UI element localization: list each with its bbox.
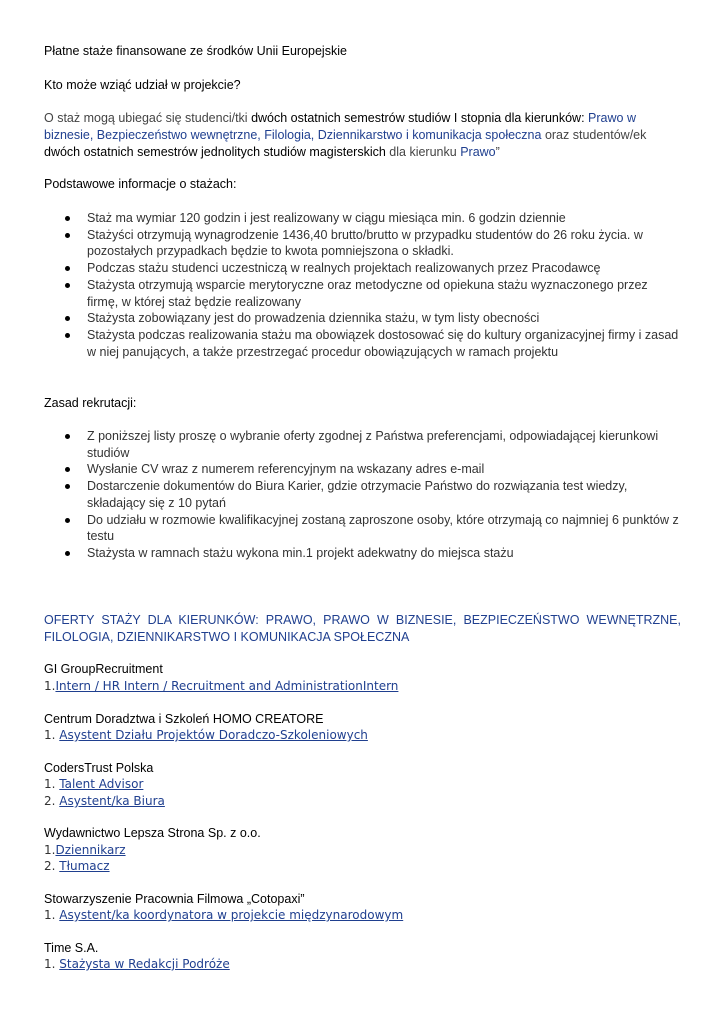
offer-number: 1. (44, 908, 60, 922)
list-item: Stażysta otrzymują wsparcie merytoryczne oraz metodyczne od opiekuna stażu wyznaczonego przez firmę, w której staż będzie realizowany (62, 277, 681, 310)
company-name: Centrum Doradztwa i Szkoleń HOMO CREATORE (44, 712, 324, 726)
eligibility-text-8: ” (495, 145, 500, 159)
company-name: Stowarzyszenie Pracownia Filmowa „Cotopaxi” (44, 892, 305, 906)
offers-heading: OFERTY STAŻY DLA KIERUNKÓW: PRAWO, PRAWO W BIZNESIE, BEZPIECZEŃSTWO WEWNĘTRZNE, FILOLOGIA, DZIENNIKARSTWO I KOMUNIKACJA SPOŁECZNA (44, 613, 681, 644)
list-item: Stażysta zobowiązany jest do prowadzenia dziennika stażu, w tym listy obecności (62, 310, 681, 327)
recruitment-list (62, 428, 681, 562)
eligibility-text-6: dla kierunku (385, 145, 461, 159)
offer-link[interactable]: Dziennikarz (55, 843, 126, 857)
offer-line (44, 776, 681, 793)
recruitment-heading: Zasad rekrutacji: (44, 396, 137, 410)
company-name: CodersTrust Polska (44, 761, 154, 775)
offer-line (44, 956, 681, 973)
eligibility-text-5: dwóch ostatnich semestrów jednolitych studiów magisterskich (44, 145, 386, 159)
list-item: Podczas stażu studenci uczestniczą w realnych projektach realizowanych przez Pracodawcę (62, 260, 681, 277)
basic-info-list (62, 210, 681, 360)
offer-link[interactable]: Stażysta w Redakcji Podróże (59, 957, 230, 971)
offer-line (44, 842, 681, 859)
offer-link[interactable]: Tłumacz (59, 859, 110, 873)
list-item: Dostarczenie dokumentów do Biura Karier, gdzie otrzymacie Państwo do rozwiązania test wiedzy, składający się z 10 pytań (62, 478, 681, 511)
eligibility-text-4: oraz studentów/ek (541, 128, 647, 142)
list-item: Do udziału w rozmowie kwalifikacyjnej zostaną zaproszone osoby, które otrzymają co najmniej 6 punktów z testu (62, 512, 681, 545)
list-item: Stażysta podczas realizowania stażu ma obowiązek dostosować się do kultury organizacyjnej firmy i zasad w niej panujących, a także przestrzegać procedur obowiązujących w ramach projektu (62, 327, 681, 360)
offer-link[interactable]: Asystent/ka koordynatora w projekcie międzynarodowym (59, 908, 404, 922)
company-name: Time S.A. (44, 941, 99, 955)
offer-number: 1. (44, 728, 60, 742)
eligibility-major-law: Prawo (460, 145, 496, 159)
eligibility-majors: Prawo w biznesie, Bezpieczeństwo wewnętrzne, Filologia, Dziennikarstwo i komunikacja społeczna (44, 111, 636, 142)
list-item: Stażysta w ramnach stażu wykona min.1 projekt adekwatny do miejsca stażu (62, 545, 681, 562)
offer-number: 1. (44, 957, 60, 971)
company-name: GI GroupRecruitment (44, 662, 163, 676)
eligibility-text-2: dwóch ostatnich semestrów studiów I stopnia dla kierunków: (251, 111, 589, 125)
eligibility-text-1: O staż mogą ubiegać się studenci/tki (44, 111, 252, 125)
offer-number: 1. (44, 777, 60, 791)
offer-line (44, 678, 681, 695)
eligibility-paragraph (44, 110, 681, 161)
offer-line (44, 907, 681, 924)
offer-number: 2. (44, 794, 60, 808)
list-item: Z poniższej listy proszę o wybranie oferty zgodnej z Państwa preferencjami, odpowiadającej kierunkowi studiów (62, 428, 681, 461)
list-item: Wysłanie CV wraz z numerem referencyjnym na wskazany adres e-mail (62, 461, 681, 478)
offer-link[interactable]: Asystent/ka Biura (59, 794, 165, 808)
offer-line (44, 727, 681, 744)
offer-link[interactable]: Intern / HR Intern / Recruitment and AdministrationIntern (55, 679, 399, 693)
basic-info-heading: Podstawowe informacje o stażach: (44, 177, 237, 191)
company-name: Wydawnictwo Lepsza Strona Sp. z o.o. (44, 826, 261, 840)
list-item: Staż ma wymiar 120 godzin i jest realizowany w ciągu miesiąca min. 6 godzin dziennie (62, 210, 681, 227)
offer-number: 2. (44, 859, 60, 873)
offer-number: 1. (44, 679, 56, 693)
list-item: Stażyści otrzymują wynagrodzenie 1436,40 brutto/brutto w przypadku studentów do 26 roku życia. w pozostałych przypadkach będzie to kwota pomniejszona o składki. (62, 227, 681, 260)
offer-number: 1. (44, 843, 56, 857)
offer-line (44, 858, 681, 875)
offer-link[interactable]: Asystent Działu Projektów Doradczo-Szkoleniowych (59, 728, 368, 742)
offer-line (44, 793, 681, 810)
eligibility-question: Kto może wziąć udział w projekcie? (44, 78, 241, 92)
offer-link[interactable]: Talent Advisor (59, 777, 144, 791)
document-title: Płatne staże finansowane ze środków Unii Europejskie (44, 44, 347, 58)
